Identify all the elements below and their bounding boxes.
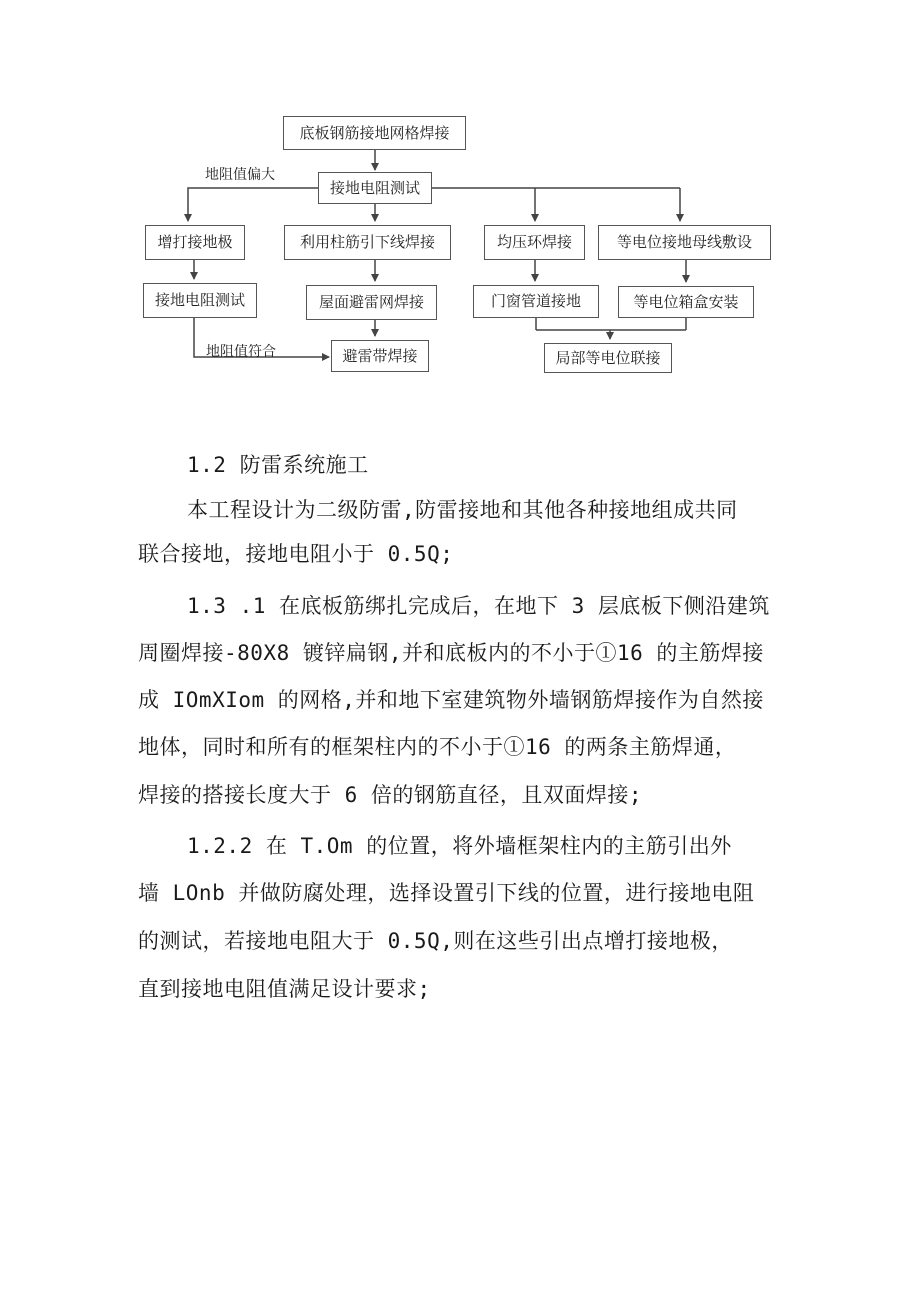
paragraph-2-line-3: 成 IOmXIom 的网格,并和地下室建筑物外墙钢筋焊接作为自然接: [138, 688, 764, 712]
node-rebar-grid: 底板钢筋接地网格焊接: [283, 116, 466, 150]
paragraph-1-line-2: 联合接地，接地电阻小于 0.5Q;: [138, 542, 454, 566]
paragraph-3-line-3: 的测试，若接地电阻大于 0.5Q,则在这些引出点增打接地极，: [138, 929, 733, 953]
node-equalizing-ring: 均压环焊接: [484, 225, 585, 260]
paragraph-3-line-2: 墙 LOnb 并做防腐处理，选择设置引下线的位置，进行接地电阻: [138, 881, 755, 905]
edge-test-to-add-electrode: [188, 188, 318, 221]
node-add-electrode: 增打接地极: [145, 225, 245, 260]
paragraph-2-line-5: 焊接的搭接长度大于 6 倍的钢筋直径，且双面焊接;: [138, 783, 643, 807]
flowchart-connectors: [0, 0, 920, 400]
node-ground-test-1: 接地电阻测试: [318, 172, 432, 204]
lightning-grounding-flowchart: [0, 0, 920, 400]
node-local-equipotential: 局部等电位联接: [544, 343, 672, 373]
node-roof-mesh: 屋面避雷网焊接: [306, 285, 437, 320]
paragraph-3-line-1: 1.2.2 在 T.Om 的位置，将外墙框架柱内的主筋引出外: [187, 834, 732, 858]
node-equipotential-box: 等电位箱盒安装: [618, 286, 754, 318]
node-door-window: 门窗管道接地: [473, 285, 599, 318]
paragraph-2-line-1: 1.3 .1 在底板筋绑扎完成后，在地下 3 层底板下侧沿建筑: [187, 594, 770, 618]
node-ground-test-2: 接地电阻测试: [143, 283, 257, 318]
node-equipotential-busbar: 等电位接地母线敷设: [598, 225, 771, 260]
node-lightning-strip: 避雷带焊接: [331, 340, 429, 372]
paragraph-3-line-4: 直到接地电阻值满足设计要求;: [138, 977, 431, 1001]
section-heading: 1.2 防雷系统施工: [187, 453, 369, 477]
paragraph-2-line-2: 周圈焊接-80X8 镀锌扁钢,并和底板内的不小于①16 的主筋焊接: [138, 641, 764, 665]
label-resistance-high: 地阻值偏大: [205, 167, 275, 183]
node-column-downlead: 利用柱筋引下线焊接: [284, 225, 451, 260]
paragraph-1-line-1: 本工程设计为二级防雷,防雷接地和其他各种接地组成共同: [187, 498, 738, 522]
label-resistance-ok: 地阻值符合: [206, 344, 276, 360]
paragraph-2-line-4: 地体，同时和所有的框架柱内的不小于①16 的两条主筋焊通，: [138, 735, 737, 759]
